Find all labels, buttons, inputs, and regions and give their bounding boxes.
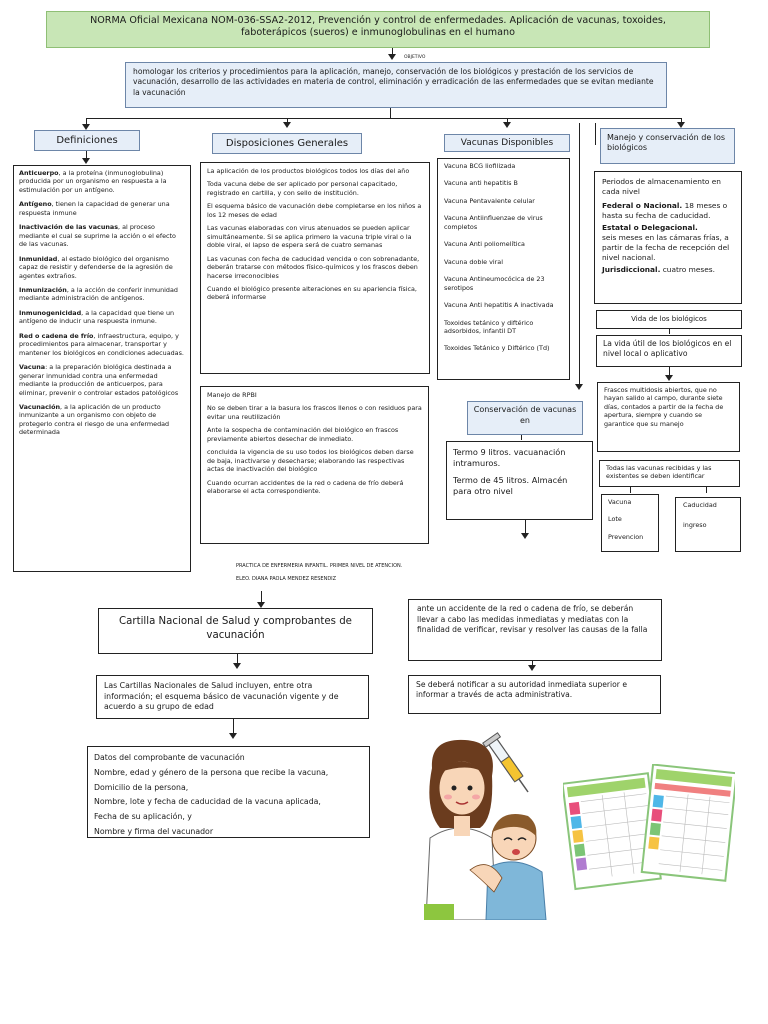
vida-heading [596,310,742,329]
vacuna-item: Toxoides tetánico y diftérico adsorbidos, infantil DT [444,318,534,335]
arrow-icon [229,733,237,739]
definicion-item [19,363,185,397]
arrow-icon [283,122,291,128]
identificar-item: Vacuna [608,498,632,506]
definicion-item [19,223,185,248]
connector [525,520,526,534]
definicion-text: , a la acción de conferir inmunidad mediante administración de antígenos. [19,285,178,303]
rpbi-item: concluida la vigencia de su uso todos los biológicos deben darse de baja, inactivarse y desecharse; elaborando las respectivas actas de inactivación del biológico [207,448,414,474]
identificar-col-2 [675,497,741,552]
arrow-icon [388,54,396,60]
definicion-text: : a la preparación biológica destinada a generar inmunidad contra una enfermedad mediante la producción de anticuerpos, para eliminar, prevenir o controlar estados patológicos [19,363,179,397]
vacuna-item: Vacuna Antiinfluenzae de virus completos [444,214,543,231]
definicion-term: Vacunación [19,402,61,411]
definicion-term: Antígeno [19,200,52,209]
conservacion-item: Termo de 45 litros. Almacén para otro nivel [453,475,568,496]
definicion-term: Red o cadena de frío [19,331,94,340]
disposicion-item: Las vacunas con fecha de caducidad vencida o con sobrenadante, deberán tratarse con métodos físico-químicos y los frascos deben hacerse irreconocibles [207,254,420,280]
disposiciones-box [200,162,430,374]
vacuna-item: Vacuna Anti poliomelítica [444,240,525,249]
definiciones-box [13,165,191,572]
definiciones-heading [34,130,140,151]
datos-item: Domicilio de la persona, [94,782,189,792]
definicion-text: , al proceso mediante el cual se suprime la acción o el efecto de las vacunas. [19,223,176,249]
arrow-icon [503,122,511,128]
cartilla-box [96,675,369,719]
rpbi-heading: Manejo de RPBI [207,391,257,399]
definicion-text: , a la aplicación de un producto inmunizante a un organismo con objeto de protegerlo contra el riesgo de una enfermedad determinada [19,402,170,437]
rpbi-item: No se deben tirar a la basura los frascos llenos o con residuos para evitar una reutilización [207,404,422,421]
disposiciones-heading [212,133,362,154]
arrow-icon [82,158,90,164]
vida-text: La vida útil de los biológicos en el nivel local o aplicativo [603,339,732,359]
definicion-text: , a la proteína (inmunoglobulina) producida por un organismo en respuesta a la estimulación por un antígeno. [19,169,167,194]
accidente-box [408,599,662,661]
datos-box [87,746,370,838]
definicion-item [19,255,185,280]
identificar-item: Caducidad [683,501,717,509]
definicion-term: Inmunogenicidad [19,308,82,317]
definicion-term: Inactivación de las vacunas [19,223,119,232]
conservacion-item: Termo 9 litros. vacuanación intramuros. [453,447,566,468]
estatal-term: Estatal o Delegacional. [602,222,698,232]
notificar-box [408,675,661,714]
definicion-term: Inmunidad [19,254,58,263]
page-title [46,11,710,48]
vacuna-item: Vacuna BCG liofilizada [444,162,516,170]
vacunas-list [444,162,563,353]
conservacion-box [446,441,593,520]
definicion-term: Inmunización [19,285,67,294]
connector [86,118,682,119]
cartilla-heading-text: Cartilla Nacional de Salud y comprobantes de vacunación [119,616,352,641]
page-title-text: NORMA Oficial Mexicana NOM-036-SSA2-2012, Prevención y control de enfermedades. Aplicación de vacunas, toxoides, faboterápicos (sueros) e inmunoglobulinas en el humano [90,15,666,39]
connector [233,719,234,734]
manejo-heading-text: Manejo y conservación de los biológicos [607,133,726,153]
vacunas-box [437,158,570,380]
objetivo-text: homologar los criterios y procedimientos para la aplicación, manejo, conservación de los biológicos y prestación de los servicios de vacunación, desarrollo de las actividades en materia de control, eliminación y erradicación de las enfermedades que se evitan mediante la vacunación [133,67,654,97]
federal-term: Federal o Nacional. [602,200,683,210]
notificar-text: Se deberá notificar a su autoridad inmediata superior e informar a través de acta administrativa. [416,680,628,700]
definicion-term: Anticuerpo [19,169,59,177]
periodos-intro: Periodos de almacenamiento en cada nivel [602,177,721,196]
frascos-box [597,382,740,452]
disposiciones-heading-text: Disposiciones Generales [225,138,349,149]
identificar-item: ingreso [683,521,707,530]
vacuna-item: Vacuna Anti hepatitis A inactivada [444,301,554,310]
cartilla-heading [98,608,373,654]
arrow-icon [575,384,583,390]
disposicion-item: Las vacunas elaboradas con virus atenuados se pueden aplicar simultáneamente. Si se aplica primero la vacuna triple viral o la doble viral, el lapso de espera será de cuatro semanas [207,224,412,250]
disposicion-item: Cuando el biológico presente alteraciones en su apariencia física, deberá informarse [207,284,417,302]
identificar-col-1 [601,494,659,552]
disposicion-item: Toda vacuna debe de ser aplicado por personal capacitado, registrado en cartilla, y con sello de institución. [207,180,398,197]
datos-item: Nombre, edad y género de la persona que recibe la vacuna, [94,767,329,777]
definicion-item [19,309,185,326]
datos-item: Fecha de su aplicación, y [94,812,192,822]
definicion-item [19,403,185,437]
vacuna-item: Vacuna anti hepatitis B [444,179,518,188]
vacuna-item: Vacuna doble viral [444,257,503,266]
definicion-item [19,286,185,303]
rpbi-item: Cuando ocurran accidentes de la red o cadena de frío deberá elaborarse el acta correspondiente. [207,478,404,496]
vacuna-item: Vacuna Antineumocócica de 23 serotipos [444,275,545,292]
accidente-text: ante un accidente de la red o cadena de frío, se deberán llevar a cabo las medidas inmediatas y mediatas con la finalidad de verificar, revisar y resolver las causas de la falla [417,604,648,635]
objetivo-label: OBJETIVO [404,55,426,60]
definiciones-heading-text: Definiciones [56,135,118,146]
frascos-text: Frascos multidosis abiertos, que no hayan salido al campo, durante siete días, contados a partir de la fecha de apertura, siempre y cuando se garantice que su manejo [604,386,724,428]
federal-text: 18 meses o hasta su fecha de caducidad. [602,200,728,220]
nurse-child-illustration [410,728,558,920]
author-label: ELEO. DIANA PAOLA MENDEZ RESENDIZ [236,576,337,582]
definicion-text: , tienen la capacidad de generar una respuesta inmune [19,200,170,217]
connector [630,487,631,493]
arrow-icon [528,665,536,671]
course-label: PRACTICA DE ENFERMERIA INFANTIL. PRIMER NIVEL DE ATENCION. [236,563,403,569]
vida-box [596,335,742,367]
estatal-text: seis meses en las cámaras frías, a partir de la fecha de recepción del nivel nacional. [602,232,730,262]
identificar-text: Todas las vacunas recibidas y las existentes se deben identificar [606,464,712,481]
definicion-text: , al estado biológico del organismo capaz de resistir y defenderse de la agresión de agentes extraños. [19,254,173,280]
vacuna-item: Vacuna Pentavalente celular [444,196,535,205]
definicion-item [19,332,185,357]
arrow-icon [233,663,241,669]
datos-item: Nombre, lote y fecha de caducidad de la vacuna aplicada, [94,797,321,807]
rpbi-box [200,386,429,544]
vaccination-cards-illustration [563,764,735,892]
arrow-icon [665,375,673,381]
datos-title: Datos del comprobante de vacunación [94,753,245,762]
juris-term: Jurisdiccional. [602,264,661,274]
definicion-item [19,169,185,194]
juris-text: cuatro meses. [660,264,715,274]
rpbi-item: Ante la sospecha de contaminación del biológico en frascos previamente abiertos desechar de inmediato. [207,426,399,443]
vida-heading-text: Vida de los biológicos [631,315,707,323]
identificar-item: Prevencion [608,532,644,541]
connector [706,487,707,493]
disposicion-item: El esquema básico de vacunación debe completarse en los niños a los 12 meses de edad [207,202,422,219]
identificar-item: Lote [608,515,622,524]
manejo-heading [600,128,735,164]
vacunas-heading-text: Vacunas Disponibles [460,138,554,148]
connector [669,329,670,334]
definicion-text: , a la capacidad que tiene un antígeno de inducir una respuesta inmune. [19,308,175,326]
connector [579,123,580,385]
conservacion-heading-text: Conservación de vacunas en [473,405,577,425]
definicion-item [19,200,185,217]
objetivo-box [125,62,667,108]
connector [390,108,391,118]
conservacion-heading [467,401,583,435]
definicion-text: , infraestructura, equipo, y procedimientos para almacenar, transportar y mantener los biológicos en condiciones adecuadas. [19,331,184,357]
definiciones-list [19,169,185,437]
identificar-box [599,460,740,487]
datos-item: Nombre y firma del vacunador [94,827,214,837]
vacuna-item: Toxoides Tetánico y Diftérico (Td) [444,344,550,353]
cartilla-text: Las Cartillas Nacionales de Salud incluyen, entre otra información; el esquema básico de vacunación vigente y de acuerdo a su grupo de edad [104,681,339,712]
periodos-box [594,171,742,304]
definicion-term: Vacuna [19,363,46,372]
connector [595,123,596,145]
disposicion-item: La aplicación de los productos biológicos todos los días del año [207,167,410,175]
connector [521,435,522,440]
arrow-icon [521,533,529,539]
vacunas-heading [444,134,570,152]
